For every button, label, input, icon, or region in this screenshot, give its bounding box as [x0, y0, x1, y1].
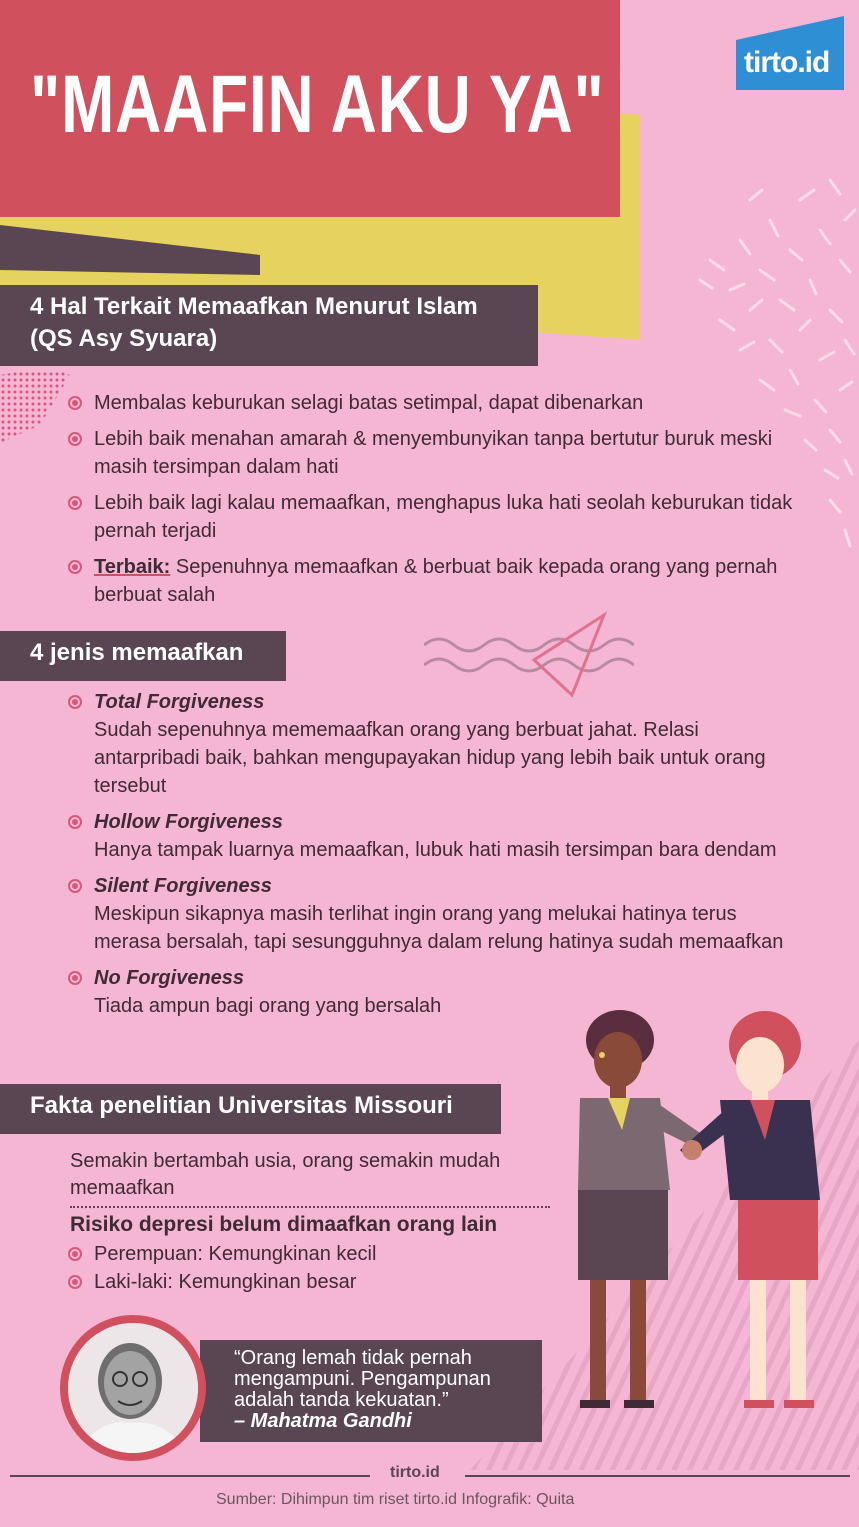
section-header-types: 4 jenis memaafkan	[0, 631, 286, 681]
handshake	[682, 1140, 702, 1160]
handshake-illustration	[560, 1000, 850, 1420]
islam-list	[68, 389, 798, 617]
list-item-text: Lebih baik menahan amarah & menyembunyikan tanpa bertutur buruk meski masih tersimpan dalam hati	[94, 428, 773, 478]
list-item	[68, 553, 798, 609]
best-text: Sepenuhnya memaafkan & berbuat baik kepada orang yang pernah berbuat salah	[94, 556, 778, 606]
quote-text-block	[234, 1348, 534, 1432]
page-title: "MAAFIN AKU YA"	[30, 59, 605, 150]
quote-text: “Orang lemah tidak pernah mengampuni. Pengampunan adalah tanda kekuatan.”	[234, 1347, 491, 1411]
section-header-line1: 4 Hal Terkait Memaafkan Menurut Islam	[30, 293, 478, 320]
quote-author: – Mahatma Gandhi	[234, 1410, 412, 1432]
bullet-icon	[68, 971, 82, 985]
section-header-line2: (QS Asy Syuara)	[30, 325, 218, 352]
footer-brand: tirto.id	[390, 1464, 440, 1481]
bullet-icon	[68, 496, 82, 510]
footer-divider-right	[465, 1475, 850, 1477]
list-item-text: Lebih baik lagi kalau memaafkan, menghapus luka hati seolah keburukan tidak pernah terjadi	[94, 492, 793, 542]
type-title: Hollow Forgiveness	[94, 811, 283, 833]
list-item	[68, 688, 798, 800]
bullet-icon	[68, 432, 82, 446]
bullet-icon	[68, 879, 82, 893]
list-item-text: Laki-laki: Kemungkinan besar	[94, 1271, 357, 1293]
section-header-missouri: Fakta penelitian Universitas Missouri	[0, 1084, 501, 1134]
list-item-text: Perempuan: Kemungkinan kecil	[94, 1243, 377, 1265]
type-description: Meskipun sikapnya masih terlihat ingin orang yang melukai hatinya terus merasa bersalah, tapi sesungguhnya dalam relung hatinya sudah memaafkan	[94, 903, 784, 953]
section-header-islam	[0, 285, 538, 366]
type-description: Hanya tampak luarnya memaafkan, lubuk hati masih tersimpan bara dendam	[94, 839, 777, 861]
bullet-icon	[68, 695, 82, 709]
list-item	[68, 425, 798, 481]
bullet-icon	[68, 1247, 82, 1261]
list-item	[68, 1268, 468, 1296]
footer-divider-left	[10, 1475, 370, 1477]
dark-stripe-decoration	[0, 215, 260, 285]
risk-list	[68, 1240, 468, 1296]
type-title: Silent Forgiveness	[94, 875, 272, 897]
list-item	[68, 389, 798, 417]
list-item	[68, 489, 798, 545]
bullet-icon	[68, 560, 82, 574]
gandhi-portrait	[68, 1323, 198, 1453]
type-description: Tiada ampun bagi orang yang bersalah	[94, 995, 442, 1017]
list-item	[68, 1240, 468, 1268]
bullet-icon	[68, 815, 82, 829]
dot-pattern-decoration	[0, 365, 70, 445]
list-item-text: Membalas keburukan selagi batas setimpal, dapat dibenarkan	[94, 392, 644, 414]
type-title: No Forgiveness	[94, 967, 245, 989]
list-item	[68, 872, 798, 956]
logo-text: tirto.id	[744, 46, 830, 79]
quote-box	[200, 1340, 542, 1442]
woman-left-figure	[578, 1010, 710, 1408]
list-item	[68, 808, 798, 864]
bullet-icon	[68, 396, 82, 410]
type-title: Total Forgiveness	[94, 691, 265, 713]
risk-title: Risiko depresi belum dimaafkan orang lain	[70, 1213, 498, 1236]
forgiveness-types-list	[68, 688, 798, 1028]
missouri-fact: Semakin bertambah usia, orang semakin mudah memaafkan	[70, 1148, 550, 1208]
wave-decoration	[424, 610, 634, 700]
woman-right-figure	[680, 1011, 820, 1408]
footer-source: Sumber: Dihimpun tim riset tirto.id Infografik: Quita	[216, 1491, 575, 1508]
type-description: Sudah sepenuhnya mememaafkan orang yang berbuat jahat. Relasi antarpribadi baik, bahkan mengupayakan hidup yang lebih baik untuk orang tersebut	[94, 719, 766, 797]
best-label: Terbaik:	[94, 556, 171, 578]
bullet-icon	[68, 1275, 82, 1289]
